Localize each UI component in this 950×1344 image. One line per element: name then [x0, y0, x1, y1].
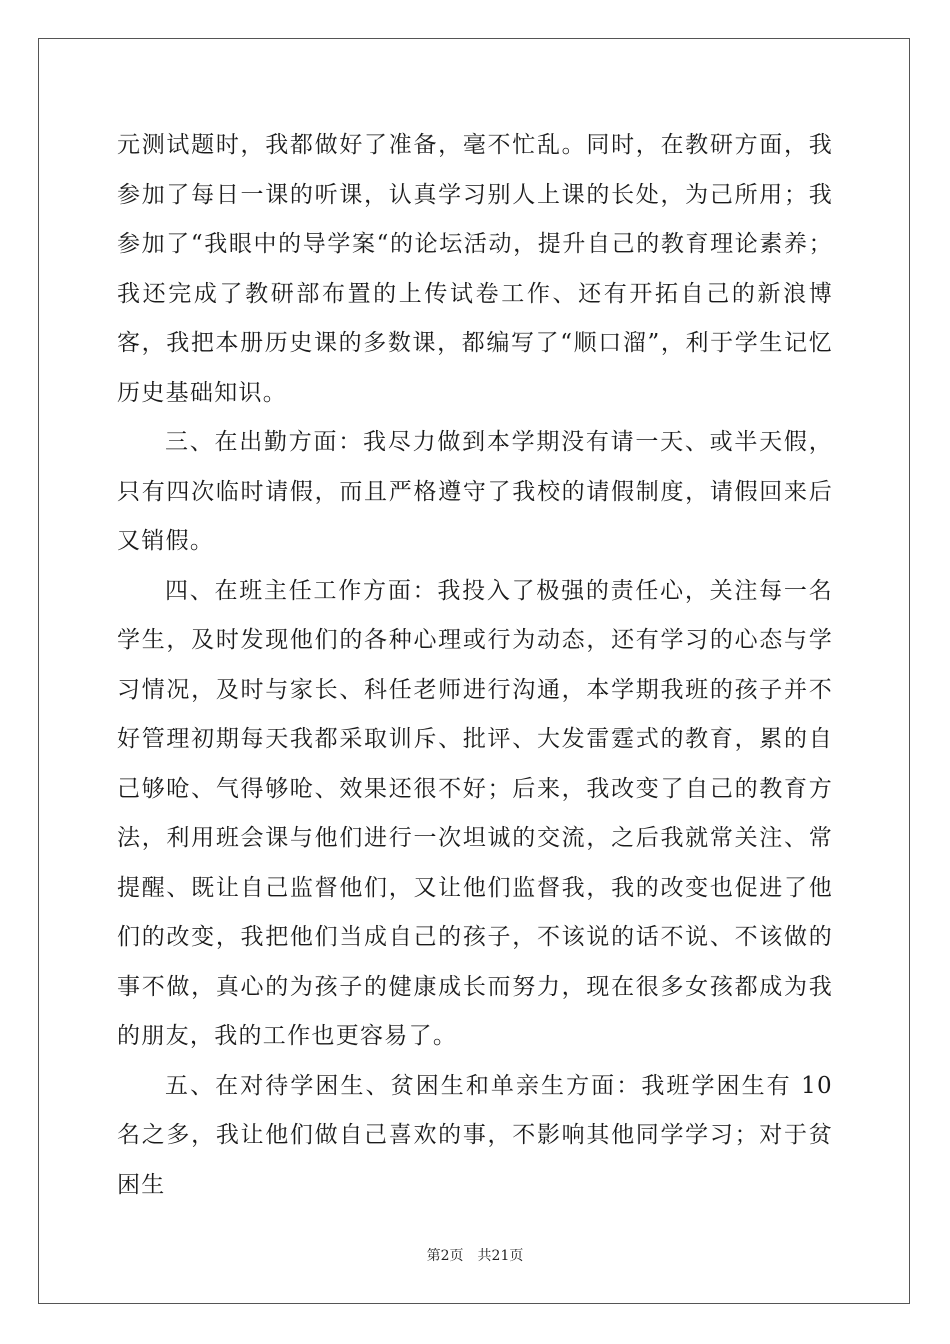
paragraph-attendance: 三、在出勤方面：我尽力做到本学期没有请一天、或半天假，只有四次临时请假，而且严格遵守了我校的请假制度，请假回来后又销假。 [117, 429, 833, 554]
page-footer [0, 1245, 950, 1265]
paragraph-struggling-students: 五、在对待学困生、贫困生和单亲生方面：我班学困生有 10 名之多，我让他们做自己喜欢的事，不影响其他同学学习；对于贫困生 [117, 1072, 833, 1198]
page-number: 第2页 [426, 1248, 464, 1264]
paragraph-continued: 元测试题时，我都做好了准备，毫不忙乱。同时，在教研方面，我参加了每日一课的听课，认真学习别人上课的长处，为己所用；我参加了“我眼中的导学案“的论坛活动，提升自己的教育理论素养；我还完成了教研部布置的上传试卷工作、还有开拓自己的新浪博客，我把本册历史课的多数课，都编写了“顺口溜”，利于学生记忆历史基础知识。 [117, 132, 833, 406]
page-total: 共21页 [477, 1248, 524, 1264]
paragraph-class-teacher: 四、在班主任工作方面：我投入了极强的责任心，关注每一名学生，及时发现他们的各种心理或行为动态，还有学习的心态与学习情况，及时与家长、科任老师进行沟通，本学期我班的孩子并不好管理初期每天我都采取训斥、批评、大发雷霆式的教育，累的自己够呛、气得够呛、效果还很不好；后来，我改变了自己的教育方法，利用班会课与他们进行一次坦诚的交流，之后我就常关注、常提醒、既让自己监督他们，又让他们监督我，我的改变也促进了他们的改变，我把他们当成自己的孩子，不该说的话不说、不该做的事不做，真心的为孩子的健康成长而努力，现在很多女孩都成为我的朋友，我的工作也更容易了。 [117, 577, 833, 1049]
document-body [117, 121, 833, 1210]
